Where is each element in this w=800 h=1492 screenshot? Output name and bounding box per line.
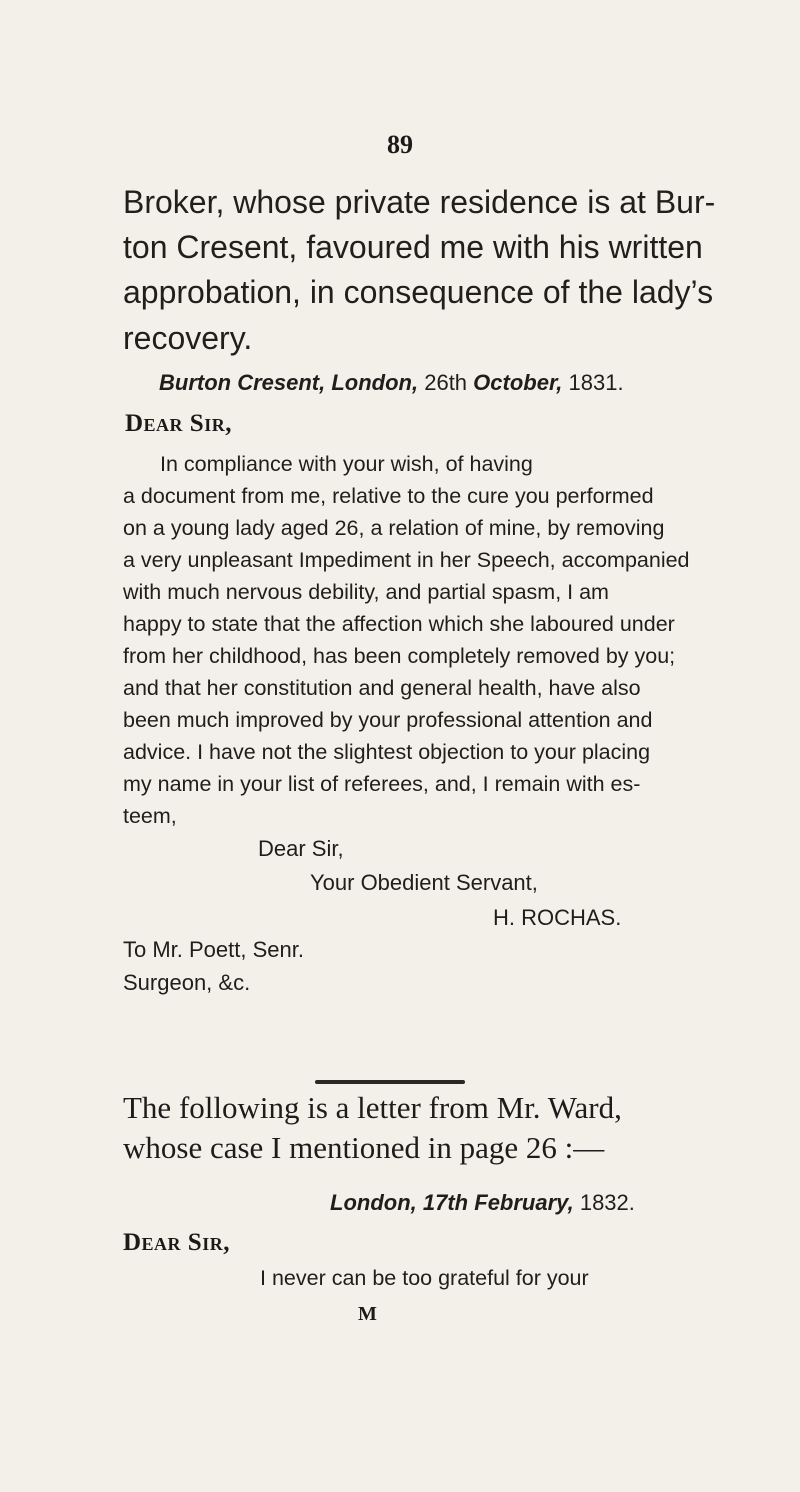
lead-line-3: approbation, in consequence of the lady’s — [123, 274, 714, 310]
letter1-body-line-3: on a young lady aged 26, a relation of mine, by removing — [123, 516, 665, 540]
signature-mark: M — [358, 1303, 377, 1325]
letter1-body-line-7: from her childhood, has been completely removed by you; — [123, 644, 676, 668]
letter1-signature: H. ROCHAS. — [493, 905, 622, 930]
letter2-dateline — [330, 1190, 635, 1216]
dateline-month: October, — [473, 370, 563, 395]
section-line-2: whose case I mentioned in page 26 :— — [123, 1130, 605, 1165]
letter1-body-line-5: with much nervous debility, and partial spasm, I am — [123, 580, 609, 604]
letter2-salutation: Dear Sir, — [123, 1229, 230, 1256]
letter1-body-line-1: In compliance with your wish, of having — [160, 452, 533, 476]
lead-line-1: Broker, whose private residence is at Bur- — [123, 184, 716, 220]
letter1-body-line-6: happy to state that the affection which she laboured under — [123, 612, 675, 636]
letter1-body-line-12: teem, — [123, 804, 177, 828]
dateline-day: 17th — [422, 1190, 469, 1215]
letter1-body-line-10: advice. I have not the slightest objection to your placing — [123, 740, 651, 764]
section-line-1: The following is a letter from Mr. Ward, — [123, 1090, 622, 1125]
dateline-month: February, — [474, 1190, 574, 1215]
letter1-dateline — [159, 370, 624, 396]
dateline-day: 26th — [424, 370, 468, 395]
letter1-salutation: Dear Sir, — [125, 410, 232, 437]
dateline-place: Burton Cresent, London, — [159, 370, 419, 395]
dateline-year: 1832. — [579, 1190, 635, 1215]
letter1-closing-1: Dear Sir, — [258, 836, 344, 861]
letter1-body-line-8: and that her constitution and general health, have also — [123, 676, 641, 700]
letter1-body-line-11: my name in your list of referees, and, I remain with es- — [123, 772, 641, 796]
section-divider — [315, 1080, 465, 1084]
dateline-place: London, — [330, 1190, 417, 1215]
letter1-body-line-2: a document from me, relative to the cure you performed — [123, 484, 654, 508]
letter1-body-line-9: been much improved by your professional attention and — [123, 708, 653, 732]
letter2-body-line-1: I never can be too grateful for your — [260, 1266, 589, 1290]
letter1-addressee-1: To Mr. Poett, Senr. — [123, 937, 304, 962]
letter1-addressee-2: Surgeon, &c. — [123, 970, 251, 995]
dateline-year: 1831. — [568, 370, 624, 395]
letter1-body-line-4: a very unpleasant Impediment in her Speech, accompanied — [123, 548, 690, 572]
letter1-closing-2: Your Obedient Servant, — [310, 870, 538, 895]
lead-line-4: recovery. — [123, 320, 253, 356]
page-number: 89 — [387, 130, 413, 159]
lead-line-2: ton Cresent, favoured me with his written — [123, 229, 703, 265]
